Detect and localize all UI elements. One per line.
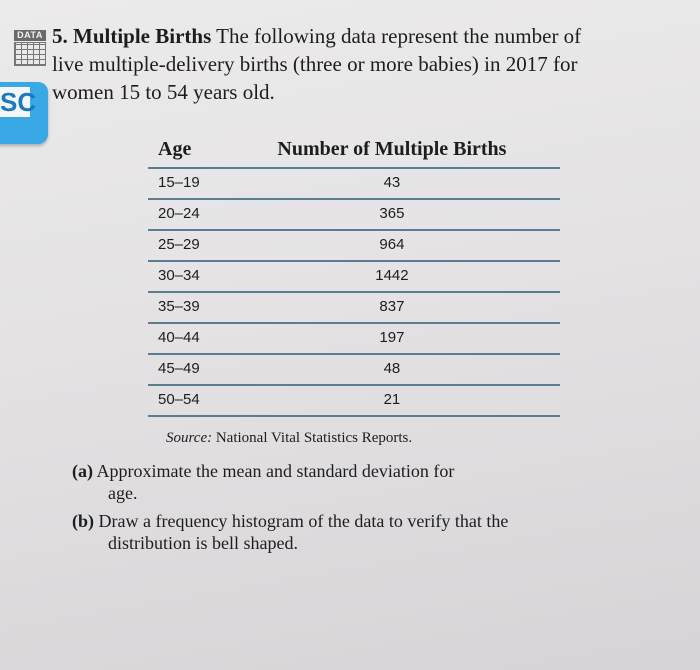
sc-badge-letters: SC	[0, 87, 37, 117]
problem-number: 5.	[52, 24, 68, 48]
births-cell: 964	[224, 230, 560, 261]
births-cell: 365	[224, 199, 560, 230]
age-cell: 50–54	[148, 385, 224, 416]
age-cell: 15–19	[148, 168, 224, 199]
births-cell: 197	[224, 323, 560, 354]
table-source	[166, 430, 412, 447]
age-column-header: Age	[148, 135, 224, 168]
sc-badge	[0, 82, 48, 144]
births-cell: 43	[224, 168, 560, 199]
data-icon-label: DATA	[14, 30, 46, 41]
age-cell: 20–24	[148, 199, 224, 230]
births-cell: 48	[224, 354, 560, 385]
table-header-row	[148, 135, 560, 168]
births-cell: 837	[224, 292, 560, 323]
problem-line-2: live multiple-delivery births (three or more babies) in 2017 for	[52, 52, 578, 76]
table-row	[148, 292, 560, 323]
age-cell: 25–29	[148, 230, 224, 261]
table-row	[148, 354, 560, 385]
age-cell: 40–44	[148, 323, 224, 354]
births-cell: 21	[224, 385, 560, 416]
age-cell: 45–49	[148, 354, 224, 385]
part-a	[72, 460, 592, 504]
part-a-line-1: Approximate the mean and standard deviation for	[96, 461, 455, 481]
part-a-line-2: age.	[108, 483, 138, 503]
births-column-header: Number of Multiple Births	[224, 135, 560, 168]
table-row	[148, 199, 560, 230]
age-cell: 30–34	[148, 261, 224, 292]
problem-statement	[52, 22, 672, 106]
part-b-line-2: distribution is bell shaped.	[108, 533, 298, 553]
spreadsheet-grid-icon	[14, 42, 46, 66]
problem-line-1: The following data represent the number of	[216, 24, 582, 48]
part-b-line-1: Draw a frequency histogram of the data to verify that the	[98, 511, 509, 531]
age-cell: 35–39	[148, 292, 224, 323]
births-cell: 1442	[224, 261, 560, 292]
data-icon	[14, 30, 46, 66]
table-row	[148, 230, 560, 261]
problem-title: Multiple Births	[73, 24, 212, 48]
births-table	[148, 135, 560, 417]
source-label: Source:	[166, 430, 213, 446]
table-row	[148, 323, 560, 354]
source-text: National Vital Statistics Reports.	[215, 430, 413, 446]
problem-line-3: women 15 to 54 years old.	[52, 80, 275, 104]
part-b-tag: (b)	[72, 511, 94, 531]
part-b	[72, 510, 632, 554]
part-a-tag: (a)	[72, 461, 93, 481]
table-row	[148, 261, 560, 292]
table-row	[148, 168, 560, 199]
table-row	[148, 385, 560, 416]
births-table-container	[148, 135, 568, 417]
